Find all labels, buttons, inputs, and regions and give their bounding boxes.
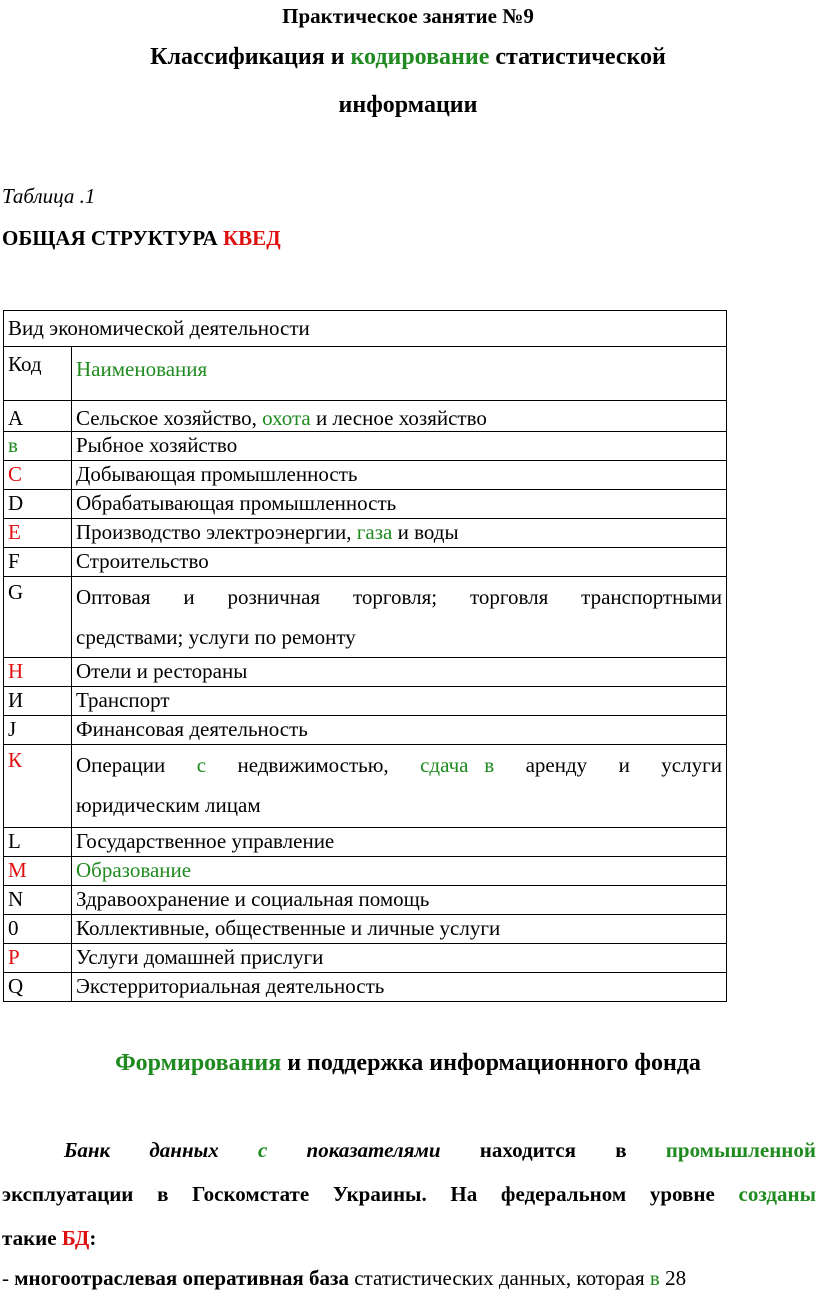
paragraph-text: такие: [2, 1226, 62, 1250]
row-name: Коллективные, общественные и личные услуги: [72, 915, 727, 944]
row-name-line: [76, 745, 722, 785]
practical-title: Практическое занятие №9: [282, 4, 534, 28]
table-row: [4, 973, 727, 1002]
row-name: Добывающая промышленность: [72, 461, 727, 490]
paragraph-acronym: БД: [61, 1226, 90, 1250]
table-row: [4, 944, 727, 973]
row-code: C: [4, 461, 72, 490]
row-name: Финансовая деятельность: [72, 716, 727, 745]
table-row: [4, 490, 727, 519]
row-name: Транспорт: [72, 687, 727, 716]
structure-title-acronym: КВЕД: [222, 226, 281, 250]
structure-title-text: ОБЩАЯ СТРУКТУРА: [2, 226, 223, 250]
kved-table: [3, 310, 727, 1002]
table-row: [4, 548, 727, 577]
row-name: Образование: [72, 857, 727, 886]
row-code: M: [4, 857, 72, 886]
paragraph-italic-highlight: с: [257, 1138, 268, 1162]
section-heading-text: и поддержка информационного фонда: [281, 1050, 701, 1076]
row-name: Обрабатывающая промышленность: [72, 490, 727, 519]
row-word: услуги: [661, 753, 722, 777]
row-word: сдача: [420, 753, 469, 777]
paragraph-highlight: в: [649, 1266, 660, 1290]
row-code: в: [4, 432, 72, 461]
paragraph-line: [64, 1138, 816, 1163]
paragraph-line: [2, 1266, 816, 1291]
table-row: [4, 401, 727, 432]
paragraph-highlight: промышленной: [665, 1138, 816, 1162]
row-name: Экстерриториальная деятельность: [72, 973, 727, 1002]
table-row: [4, 687, 727, 716]
row-code: P: [4, 944, 72, 973]
paragraph-text: :: [89, 1226, 97, 1250]
column-code: Код: [4, 347, 72, 401]
row-code: H: [4, 658, 72, 687]
title-part: Классификация и: [150, 44, 351, 70]
section-heading-highlight: Формирования: [115, 1050, 282, 1076]
row-code: D: [4, 490, 72, 519]
table-row: [4, 857, 727, 886]
row-word: и: [618, 753, 630, 777]
row-name-highlight: газа: [356, 520, 393, 544]
row-name-part: и лесное хозяйство: [310, 406, 487, 430]
row-name: Государственное управление: [72, 828, 727, 857]
paragraph-line: [2, 1182, 816, 1207]
paragraph-line: [2, 1226, 96, 1251]
paragraph-bold: многоотраслевая оперативная база: [14, 1266, 349, 1290]
table-row: [4, 519, 727, 548]
table-row: [4, 658, 727, 687]
structure-title: [2, 226, 281, 251]
paragraph-text: эксплуатации в Госкомстате Украины. На федеральном уровне: [2, 1182, 739, 1206]
table-header-row: [4, 311, 727, 347]
row-code: G: [4, 577, 72, 658]
row-code: E: [4, 519, 72, 548]
document-title: [0, 44, 816, 71]
row-word-highlight: с: [196, 753, 207, 777]
row-name-line: юридическим лицам: [76, 793, 261, 817]
row-word: недвижимостью,: [237, 753, 389, 777]
row-name: Строительство: [72, 548, 727, 577]
paragraph-highlight: созданы: [738, 1182, 816, 1206]
row-name: [72, 745, 727, 828]
row-code: 0: [4, 915, 72, 944]
row-name-line: Оптовая и розничная торговля; торговля транспортными: [76, 585, 722, 609]
row-name-part: и воды: [392, 520, 459, 544]
table-row: [4, 716, 727, 745]
row-name-part: Производство электроэнергии,: [76, 520, 357, 544]
table-row: [4, 886, 727, 915]
row-name: Отели и рестораны: [72, 658, 727, 687]
row-code: Q: [4, 973, 72, 1002]
row-code: N: [4, 886, 72, 915]
table-row: [4, 745, 727, 828]
paragraph-italic: Банк данных: [64, 1138, 258, 1162]
row-name: [72, 401, 727, 432]
row-name-line: средствами; услуги по ремонту: [76, 625, 356, 649]
table-row: [4, 828, 727, 857]
title-part-highlight: кодирование: [350, 44, 490, 70]
title-part: статистической: [489, 44, 666, 70]
document-title-line2: информации: [338, 92, 478, 118]
row-word-highlight: [420, 745, 494, 785]
paragraph-text: статистических данных, которая: [348, 1266, 650, 1290]
row-code: И: [4, 687, 72, 716]
row-code: F: [4, 548, 72, 577]
row-code: J: [4, 716, 72, 745]
row-name: [72, 577, 727, 658]
table-caption: Таблица .1: [2, 184, 96, 208]
table-row: [4, 577, 727, 658]
paragraph-text: находится в: [440, 1138, 666, 1162]
row-word: аренду: [525, 753, 588, 777]
row-name: Услуги домашней прислуги: [72, 944, 727, 973]
table-row: [4, 461, 727, 490]
row-name-part: Сельское хозяйство,: [76, 406, 263, 430]
section-heading: [0, 1050, 816, 1077]
table-column-row: [4, 347, 727, 401]
table-row: [4, 432, 727, 461]
row-name: Рыбное хозяйство: [72, 432, 727, 461]
paragraph-italic: показателями: [267, 1138, 441, 1162]
column-name: Наименования: [72, 347, 727, 401]
table-header-cell: Вид экономической деятельности: [4, 311, 727, 347]
paragraph-text: -: [2, 1266, 15, 1290]
row-word: Операции: [76, 753, 166, 777]
paragraph-text: 28: [659, 1266, 687, 1290]
row-code: A: [4, 401, 72, 432]
row-name-highlight: охота: [262, 406, 311, 430]
row-code: L: [4, 828, 72, 857]
table-row: [4, 915, 727, 944]
row-code: К: [4, 745, 72, 828]
row-name: Здравоохранение и социальная помощь: [72, 886, 727, 915]
row-word: в: [484, 753, 495, 777]
row-name: [72, 519, 727, 548]
